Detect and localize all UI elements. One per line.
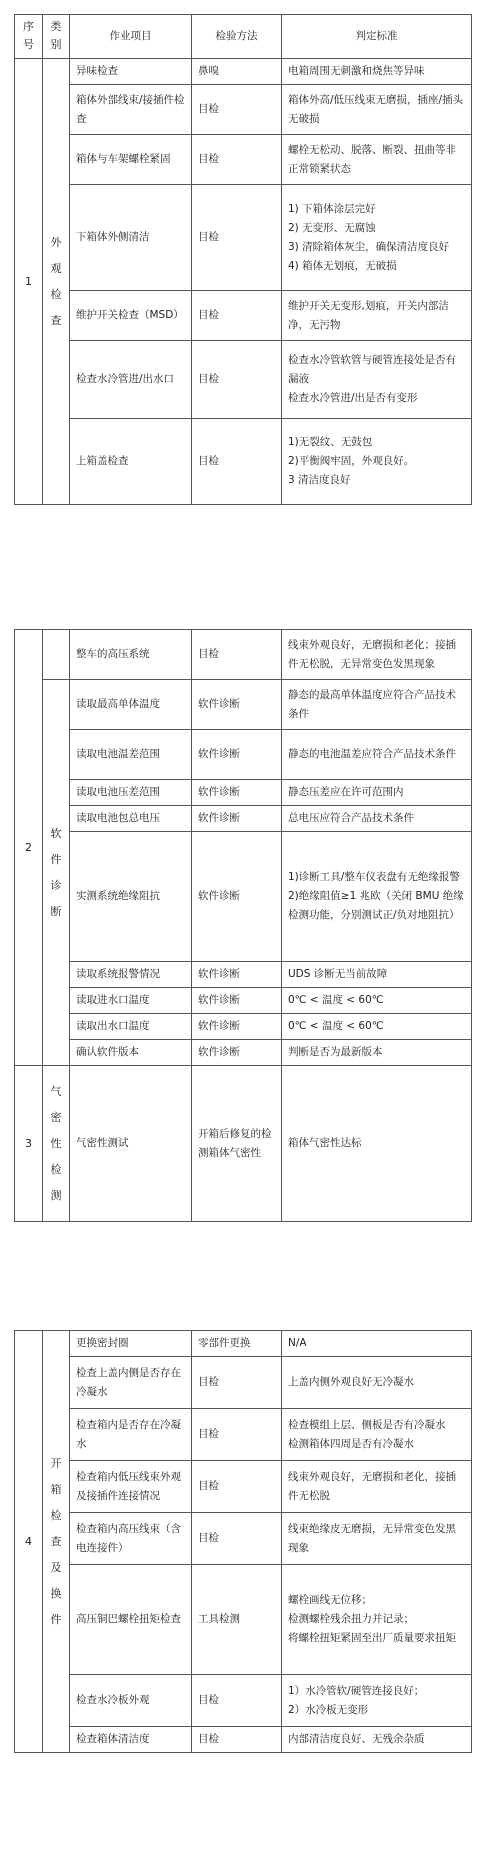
standard-line: 检查水冷管软管与硬管连接处是否有漏液	[288, 354, 456, 385]
work-item: 读取电池压差范围	[76, 786, 160, 798]
header-seq-label: 序号	[23, 20, 34, 51]
work-item-cell	[70, 1040, 192, 1066]
work-item-cell	[70, 1565, 192, 1675]
standard-line: 上盖内侧外观良好无冷凝水	[288, 1376, 414, 1388]
standard-line: 维护开关无变形,划痕，开关内部洁净，无污物	[288, 299, 449, 331]
table-row	[15, 806, 472, 832]
inspection-method: 软件诊断	[198, 786, 240, 798]
table-row	[15, 962, 472, 988]
inspection-method: 目检	[198, 1480, 219, 1492]
work-item: 检查箱内高压线束（含电连接件）	[76, 1522, 181, 1554]
standard-line: 1)诊断工具/整车仪表盘有无绝缘报警	[288, 871, 460, 883]
inspection-method: 软件诊断	[198, 890, 240, 902]
standard-line: 线束外观良好，无磨损和老化，接插件无松脱	[288, 1470, 456, 1502]
work-item-cell	[70, 1357, 192, 1409]
table-row	[15, 1409, 472, 1461]
table-row	[15, 832, 472, 962]
inspection-method: 目检	[198, 231, 219, 243]
table-row	[15, 1513, 472, 1565]
section-category-cell	[43, 680, 70, 1066]
inspection-method: 软件诊断	[198, 1046, 240, 1058]
section-seq-cell	[15, 630, 43, 1066]
header-cat	[43, 15, 70, 59]
table-row	[15, 1565, 472, 1675]
standard-line: 1)无裂纹、无鼓包	[288, 436, 373, 448]
section-seq-cell	[15, 59, 43, 505]
standard-line: 内部清洁度良好、无残余杂质	[288, 1733, 425, 1745]
section-category: 气密性检测	[50, 1084, 62, 1202]
method-cell	[192, 780, 282, 806]
method-cell	[192, 341, 282, 419]
standard-line: N/A	[288, 1337, 307, 1349]
section-seq: 1	[25, 274, 32, 288]
standard-cell	[282, 988, 472, 1014]
standard-line: 箱体气密性达标	[288, 1137, 362, 1149]
inspection-table-section-2-3	[14, 629, 472, 1222]
standard-line: 1）水冷管软/硬管连接良好；	[288, 1684, 425, 1697]
inspection-method: 零部件更换	[198, 1337, 251, 1349]
standard-line: 将螺栓扭矩紧固至出厂质量要求扭矩	[288, 1632, 456, 1644]
standard-line: 螺栓画线无位移；	[288, 1594, 372, 1606]
inspection-method: 软件诊断	[198, 1020, 240, 1032]
method-cell	[192, 1331, 282, 1357]
inspection-table-section-4	[14, 1330, 472, 1753]
standard-cell	[282, 1040, 472, 1066]
work-item-cell	[70, 1066, 192, 1222]
table-row	[15, 1461, 472, 1513]
work-item-cell	[70, 988, 192, 1014]
work-item: 气密性测试	[76, 1137, 129, 1149]
header-item-label: 作业项目	[109, 30, 152, 42]
work-item-cell	[70, 1727, 192, 1753]
inspection-method: 软件诊断	[198, 812, 240, 824]
work-item: 检查箱体清洁度	[76, 1733, 150, 1745]
standard-line: 静态压差应在许可范围内	[288, 786, 404, 798]
inspection-method: 目检	[198, 1376, 219, 1388]
standard-cell	[282, 1409, 472, 1461]
method-cell	[192, 419, 282, 505]
method-cell	[192, 1461, 282, 1513]
inspection-method: 目检	[198, 1733, 219, 1745]
work-item-cell	[70, 630, 192, 680]
section-category: 开箱检查及换件	[50, 1456, 62, 1626]
section-seq-cell	[15, 1066, 43, 1222]
standard-line: 总电压应符合产品技术条件	[288, 812, 414, 824]
work-item-cell	[70, 962, 192, 988]
standard-cell	[282, 806, 472, 832]
work-item: 读取电池温差范围	[76, 748, 160, 760]
header-method-label: 检验方法	[215, 30, 258, 42]
method-cell	[192, 680, 282, 730]
section-category-cell	[43, 59, 70, 505]
work-item: 上箱盖检查	[76, 455, 129, 467]
inspection-method: 软件诊断	[198, 748, 240, 760]
work-item-cell	[70, 59, 192, 85]
work-item-cell	[70, 806, 192, 832]
work-item: 更换密封圈	[76, 1337, 129, 1349]
work-item: 检查箱内低压线束外观及接插件连接情况	[76, 1470, 181, 1502]
standard-cell	[282, 1014, 472, 1040]
work-item-cell	[70, 1014, 192, 1040]
work-item-cell	[70, 832, 192, 962]
header-std-label: 判定标准	[355, 30, 398, 42]
work-item-cell	[70, 1331, 192, 1357]
standard-line: 0℃ < 温度 < 60℃	[288, 994, 384, 1006]
method-cell	[192, 59, 282, 85]
standard-line: 检查模组上层、侧板是否有冷凝水	[288, 1418, 446, 1431]
work-item: 箱体与车架螺栓紧固	[76, 153, 171, 165]
standard-line: 电箱周围无刺激和烧焦等异味	[288, 65, 425, 77]
section-category-blank-cell	[43, 630, 70, 680]
work-item-cell	[70, 1461, 192, 1513]
table-row	[15, 135, 472, 185]
work-item: 整车的高压系统	[76, 648, 150, 660]
table-row	[15, 730, 472, 780]
work-item-cell	[70, 341, 192, 419]
method-cell	[192, 185, 282, 291]
work-item: 异味检查	[76, 65, 118, 77]
standard-cell	[282, 1565, 472, 1675]
work-item-cell	[70, 1675, 192, 1727]
work-item: 高压铜巴螺栓扭矩检查	[76, 1613, 181, 1625]
inspection-method: 目检	[198, 648, 219, 660]
header-seq	[15, 15, 43, 59]
standard-cell	[282, 185, 472, 291]
section-category: 外观检查	[50, 235, 62, 327]
standard-cell	[282, 962, 472, 988]
standard-cell	[282, 85, 472, 135]
work-item-cell	[70, 291, 192, 341]
work-item: 读取系统报警情况	[76, 968, 160, 980]
method-cell	[192, 962, 282, 988]
section-category: 软件诊断	[50, 826, 62, 918]
work-item-cell	[70, 1409, 192, 1461]
method-cell	[192, 1727, 282, 1753]
standard-cell	[282, 1331, 472, 1357]
standard-line: 线束绝缘皮无磨损，无异常变色发黑现象	[288, 1522, 456, 1554]
header-item	[70, 15, 192, 59]
table-row	[15, 1066, 472, 1222]
inspection-method: 软件诊断	[198, 968, 240, 980]
work-item-cell	[70, 419, 192, 505]
work-item: 检查箱内是否存在冷凝水	[76, 1418, 181, 1450]
work-item-cell	[70, 185, 192, 291]
header-row	[15, 15, 472, 59]
standard-line: UDS 诊断无当前故障	[288, 968, 388, 980]
work-item: 检查水冷板外观	[76, 1694, 150, 1706]
work-item: 读取最高单体温度	[76, 698, 160, 710]
work-item-cell	[70, 1513, 192, 1565]
standard-cell	[282, 780, 472, 806]
standard-line: 0℃ < 温度 < 60℃	[288, 1020, 384, 1032]
table-row	[15, 630, 472, 680]
standard-line: 3 清洁度良好	[288, 474, 351, 486]
table-row	[15, 59, 472, 85]
method-cell	[192, 135, 282, 185]
work-item-cell	[70, 135, 192, 185]
work-item: 箱体外部线束/接插件检查	[76, 93, 185, 125]
inspection-method: 鼻嗅	[198, 65, 219, 77]
table-row	[15, 1675, 472, 1727]
table-row	[15, 85, 472, 135]
standard-line: 线束外观良好，无磨损和老化；接插件无松脱，无异常变色发黑现象	[288, 638, 456, 670]
method-cell	[192, 1357, 282, 1409]
table-row	[15, 780, 472, 806]
section-seq: 4	[25, 1534, 32, 1548]
inspection-method: 目检	[198, 1694, 219, 1706]
method-cell	[192, 291, 282, 341]
standard-cell	[282, 680, 472, 730]
method-cell	[192, 1066, 282, 1222]
standard-cell	[282, 1675, 472, 1727]
work-item: 确认软件版本	[76, 1046, 139, 1058]
method-cell	[192, 1409, 282, 1461]
standard-line: 2)平衡阀牢固，外观良好。	[288, 455, 415, 467]
standard-line: 静态的最高单体温度应符合产品技术条件	[288, 688, 456, 720]
work-item: 读取电池包总电压	[76, 812, 160, 824]
table-row	[15, 1727, 472, 1753]
table-row	[15, 419, 472, 505]
inspection-method: 软件诊断	[198, 994, 240, 1006]
standard-line: 检测箱体四周是否有冷凝水	[288, 1437, 414, 1450]
table-row	[15, 341, 472, 419]
table-row	[15, 988, 472, 1014]
standard-line: 2)绝缘阻值≥1 兆欧（关闭 BMU 绝缘检测功能，分别测试正/负对地阻抗）	[288, 890, 464, 921]
standard-cell	[282, 341, 472, 419]
section-seq: 2	[25, 840, 32, 854]
method-cell	[192, 988, 282, 1014]
work-item: 维护开关检查（MSD）	[76, 309, 184, 321]
standard-line: 检查水冷管进/出是否有变形	[288, 392, 418, 404]
inspection-method: 目检	[198, 1428, 219, 1440]
standard-cell	[282, 1461, 472, 1513]
work-item: 下箱体外侧清洁	[76, 231, 150, 243]
section-seq: 3	[25, 1136, 32, 1150]
standard-line: 4) 箱体无划痕，无破损	[288, 259, 397, 272]
standard-cell	[282, 419, 472, 505]
standard-line: 1) 下箱体涂层完好	[288, 202, 376, 215]
standard-line: 2) 无变形、无腐蚀	[288, 221, 376, 234]
inspection-method: 软件诊断	[198, 698, 240, 710]
standard-line: 静态的电池温差应符合产品技术条件	[288, 748, 456, 760]
header-cat-label: 类别	[50, 20, 62, 51]
standard-cell	[282, 730, 472, 780]
table-row	[15, 1014, 472, 1040]
work-item-cell	[70, 730, 192, 780]
work-item-cell	[70, 85, 192, 135]
method-cell	[192, 85, 282, 135]
standard-line: 判断是否为最新版本	[288, 1046, 383, 1058]
standard-cell	[282, 832, 472, 962]
header-std	[282, 15, 472, 59]
standard-line: 检测螺栓残余扭力并记录；	[288, 1613, 414, 1625]
standard-cell	[282, 59, 472, 85]
standard-cell	[282, 1727, 472, 1753]
method-cell	[192, 832, 282, 962]
method-cell	[192, 730, 282, 780]
work-item: 读取进水口温度	[76, 994, 150, 1006]
inspection-method: 目检	[198, 455, 219, 467]
method-cell	[192, 1675, 282, 1727]
method-cell	[192, 1565, 282, 1675]
standard-line: 3) 清除箱体灰尘，确保清洁度良好	[288, 240, 450, 253]
standard-cell	[282, 1357, 472, 1409]
inspection-method: 目检	[198, 1532, 219, 1544]
standard-cell	[282, 1066, 472, 1222]
section-seq-cell	[15, 1331, 43, 1753]
method-cell	[192, 1513, 282, 1565]
work-item: 读取出水口温度	[76, 1020, 150, 1032]
work-item: 检查上盖内侧是否存在冷凝水	[76, 1366, 181, 1398]
section-category-cell	[43, 1066, 70, 1222]
standard-cell	[282, 135, 472, 185]
table-row	[15, 291, 472, 341]
work-item: 检查水冷管进/出水口	[76, 373, 175, 385]
standard-cell	[282, 630, 472, 680]
standard-cell	[282, 1513, 472, 1565]
table-row	[15, 1357, 472, 1409]
method-cell	[192, 630, 282, 680]
inspection-method: 目检	[198, 103, 219, 115]
work-item-cell	[70, 780, 192, 806]
work-item-cell	[70, 680, 192, 730]
table-row	[15, 1331, 472, 1357]
method-cell	[192, 1014, 282, 1040]
inspection-method: 工具检测	[198, 1613, 240, 1625]
method-cell	[192, 1040, 282, 1066]
header-method	[192, 15, 282, 59]
table-row	[15, 1040, 472, 1066]
table-row	[15, 680, 472, 730]
inspection-method: 目检	[198, 153, 219, 165]
inspection-table-section-1	[14, 14, 472, 505]
section-category-cell	[43, 1331, 70, 1753]
work-item: 实测系统绝缘阻抗	[76, 890, 160, 902]
standard-cell	[282, 291, 472, 341]
inspection-method: 目检	[198, 373, 219, 385]
table-row	[15, 185, 472, 291]
standard-line: 2）水冷板无变形	[288, 1703, 369, 1716]
standard-line: 箱体外高/低压线束无磨损，插座/插头无破损	[288, 93, 464, 125]
inspection-method: 目检	[198, 309, 219, 321]
method-cell	[192, 806, 282, 832]
inspection-method: 开箱后修复的检测箱体气密性	[198, 1127, 272, 1159]
standard-line: 螺栓无松动、脱落、断裂、扭曲等非正常锁紧状态	[288, 143, 456, 175]
